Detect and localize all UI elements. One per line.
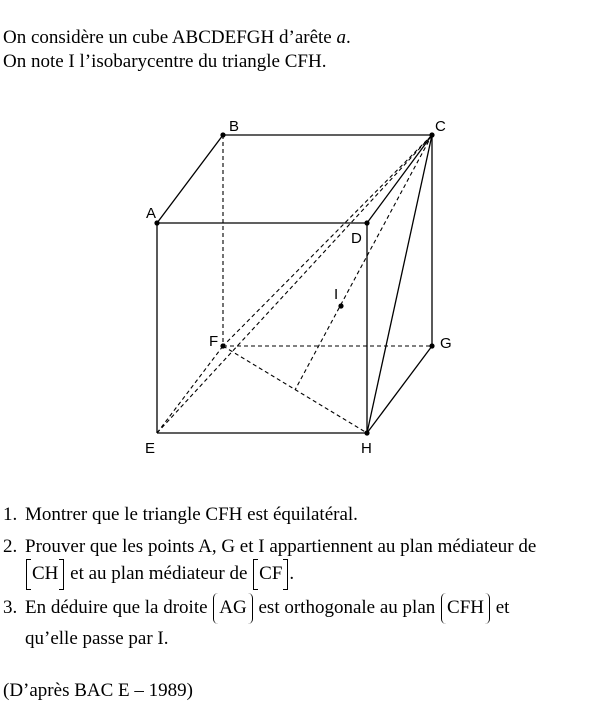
median-C-mid-FH	[295, 135, 432, 390]
label-C: C	[435, 118, 446, 135]
question-3-mid: est orthogonale au plan	[253, 597, 441, 618]
segment-CF	[223, 135, 432, 346]
segment-CF-notation: CF	[253, 563, 288, 585]
point-H	[364, 430, 369, 435]
edge-EF	[157, 346, 223, 433]
question-3-end: et	[490, 597, 510, 618]
label-I: I	[334, 286, 339, 303]
label-G: G	[440, 335, 452, 352]
question-2-text-line-2	[25, 563, 294, 585]
intro-period: .	[345, 27, 351, 48]
label-D: D	[351, 230, 362, 247]
label-H: H	[361, 440, 372, 457]
question-2-end: .	[289, 563, 295, 584]
segment-EC	[157, 135, 432, 433]
point-C	[429, 132, 434, 137]
intro-line-2: On note I l’isobarycentre du triangle CFH.	[3, 51, 327, 72]
source-note: (D’après BAC E – 1989)	[3, 680, 193, 701]
point-G	[429, 343, 434, 348]
point-D	[364, 220, 369, 225]
edge-variable: a	[336, 27, 346, 48]
label-F: F	[209, 333, 219, 350]
question-3-start: En déduire que la droite	[25, 597, 213, 618]
question-3-number: 3.	[3, 597, 18, 618]
line-AG-notation: AG	[213, 597, 252, 619]
label-B: B	[229, 118, 240, 135]
segment-CH-notation: CH	[26, 563, 64, 585]
question-2-mid-text: et au plan médiateur de	[65, 563, 253, 584]
plane-CFH-notation: CFH	[441, 597, 490, 619]
question-3-text-line-1	[25, 597, 509, 619]
intro-text: On considère un cube ABCDEFGH d’arête	[3, 27, 337, 48]
point-B	[220, 132, 225, 137]
question-1-text: Montrer que le triangle CFH est équilatéral.	[25, 504, 358, 525]
label-E: E	[145, 440, 156, 457]
point-F	[220, 343, 225, 348]
question-2-number: 2.	[3, 536, 18, 557]
label-A: A	[146, 205, 157, 222]
point-I	[338, 303, 343, 308]
question-1-number: 1.	[3, 504, 18, 525]
edge-AB	[157, 135, 223, 223]
question-2-text-line-1: Prouver que les points A, G et I appartiennent au plan médiateur de	[25, 536, 537, 557]
question-3-text-line-2: qu’elle passe par I.	[25, 628, 169, 649]
